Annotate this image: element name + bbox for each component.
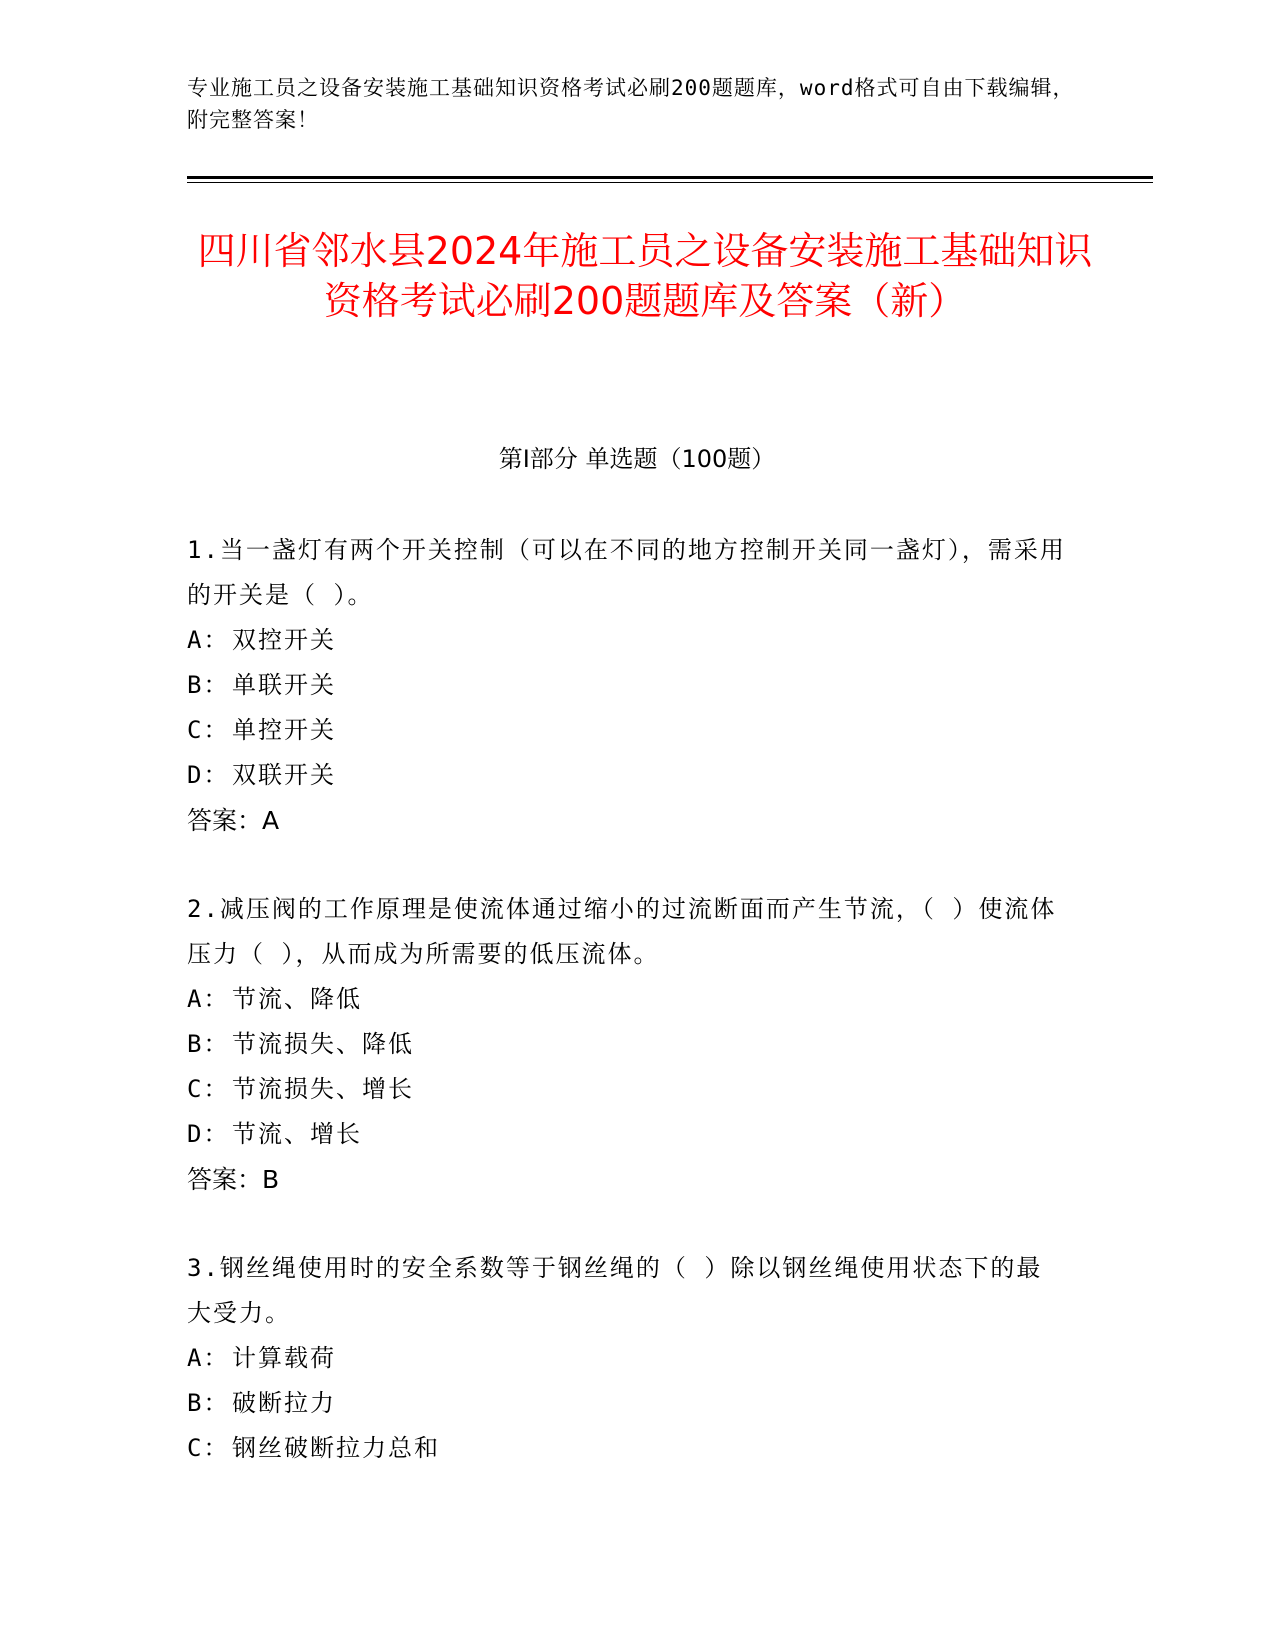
option-key: C：: [187, 1434, 230, 1462]
option-key: B：: [187, 1389, 230, 1417]
option-key: C：: [187, 1075, 230, 1103]
option-key: D：: [187, 1120, 230, 1148]
answer-line: 答案：A: [187, 806, 280, 835]
option-key: A：: [187, 985, 230, 1013]
option-text: 节流损失、降低: [232, 1030, 414, 1058]
question-stem: 3.钢丝绳使用时的安全系数等于钢丝绳的（ ）除以钢丝绳使用状态下的最大受力。: [187, 1254, 1043, 1327]
option-text: 双控开关: [232, 626, 336, 654]
question-stem: 2.减压阀的工作原理是使流体通过缩小的过流断面而产生节流，（ ）使流体压力（ ），从而成为所需要的低压流体。: [187, 895, 1057, 968]
section-heading: 第Ⅰ部分 单选题（100题）: [498, 445, 776, 473]
option-b: [187, 663, 1067, 708]
option-text: 节流、增长: [232, 1120, 362, 1148]
option-text: 双联开关: [232, 761, 336, 789]
header-divider-thick: [187, 176, 1153, 179]
option-text: 节流、降低: [232, 985, 362, 1013]
option-c: [187, 1426, 1067, 1471]
question-stem: 1.当一盏灯有两个开关控制（可以在不同的地方控制开关同一盏灯），需采用的开关是（ ）。: [187, 536, 1066, 609]
question-1: [187, 528, 1067, 843]
option-d: [187, 753, 1067, 798]
option-key: C：: [187, 716, 230, 744]
option-a: [187, 1336, 1067, 1381]
option-c: [187, 1067, 1067, 1112]
question-list: [187, 528, 1067, 1515]
option-text: 破断拉力: [232, 1389, 336, 1417]
option-a: [187, 977, 1067, 1022]
option-key: B：: [187, 671, 230, 699]
header-note: 专业施工员之设备安装施工基础知识资格考试必刷200题题库，word格式可自由下载编辑，附完整答案！: [187, 76, 1075, 132]
question-3: [187, 1246, 1067, 1471]
option-text: 单联开关: [232, 671, 336, 699]
option-text: 钢丝破断拉力总和: [232, 1434, 440, 1462]
option-key: D：: [187, 761, 230, 789]
option-text: 节流损失、增长: [232, 1075, 414, 1103]
option-b: [187, 1381, 1067, 1426]
option-a: [187, 618, 1067, 663]
option-key: A：: [187, 1344, 230, 1372]
document-title: 四川省邻水县2024年施工员之设备安装施工基础知识资格考试必刷200题题库及答案（新）: [197, 229, 1093, 323]
option-d: [187, 1112, 1067, 1157]
option-key: A：: [187, 626, 230, 654]
option-text: 计算载荷: [232, 1344, 336, 1372]
option-b: [187, 1022, 1067, 1067]
option-key: B：: [187, 1030, 230, 1058]
header-divider-thin: [187, 182, 1153, 183]
option-c: [187, 708, 1067, 753]
option-text: 单控开关: [232, 716, 336, 744]
question-2: [187, 887, 1067, 1202]
answer-line: 答案：B: [187, 1165, 280, 1194]
